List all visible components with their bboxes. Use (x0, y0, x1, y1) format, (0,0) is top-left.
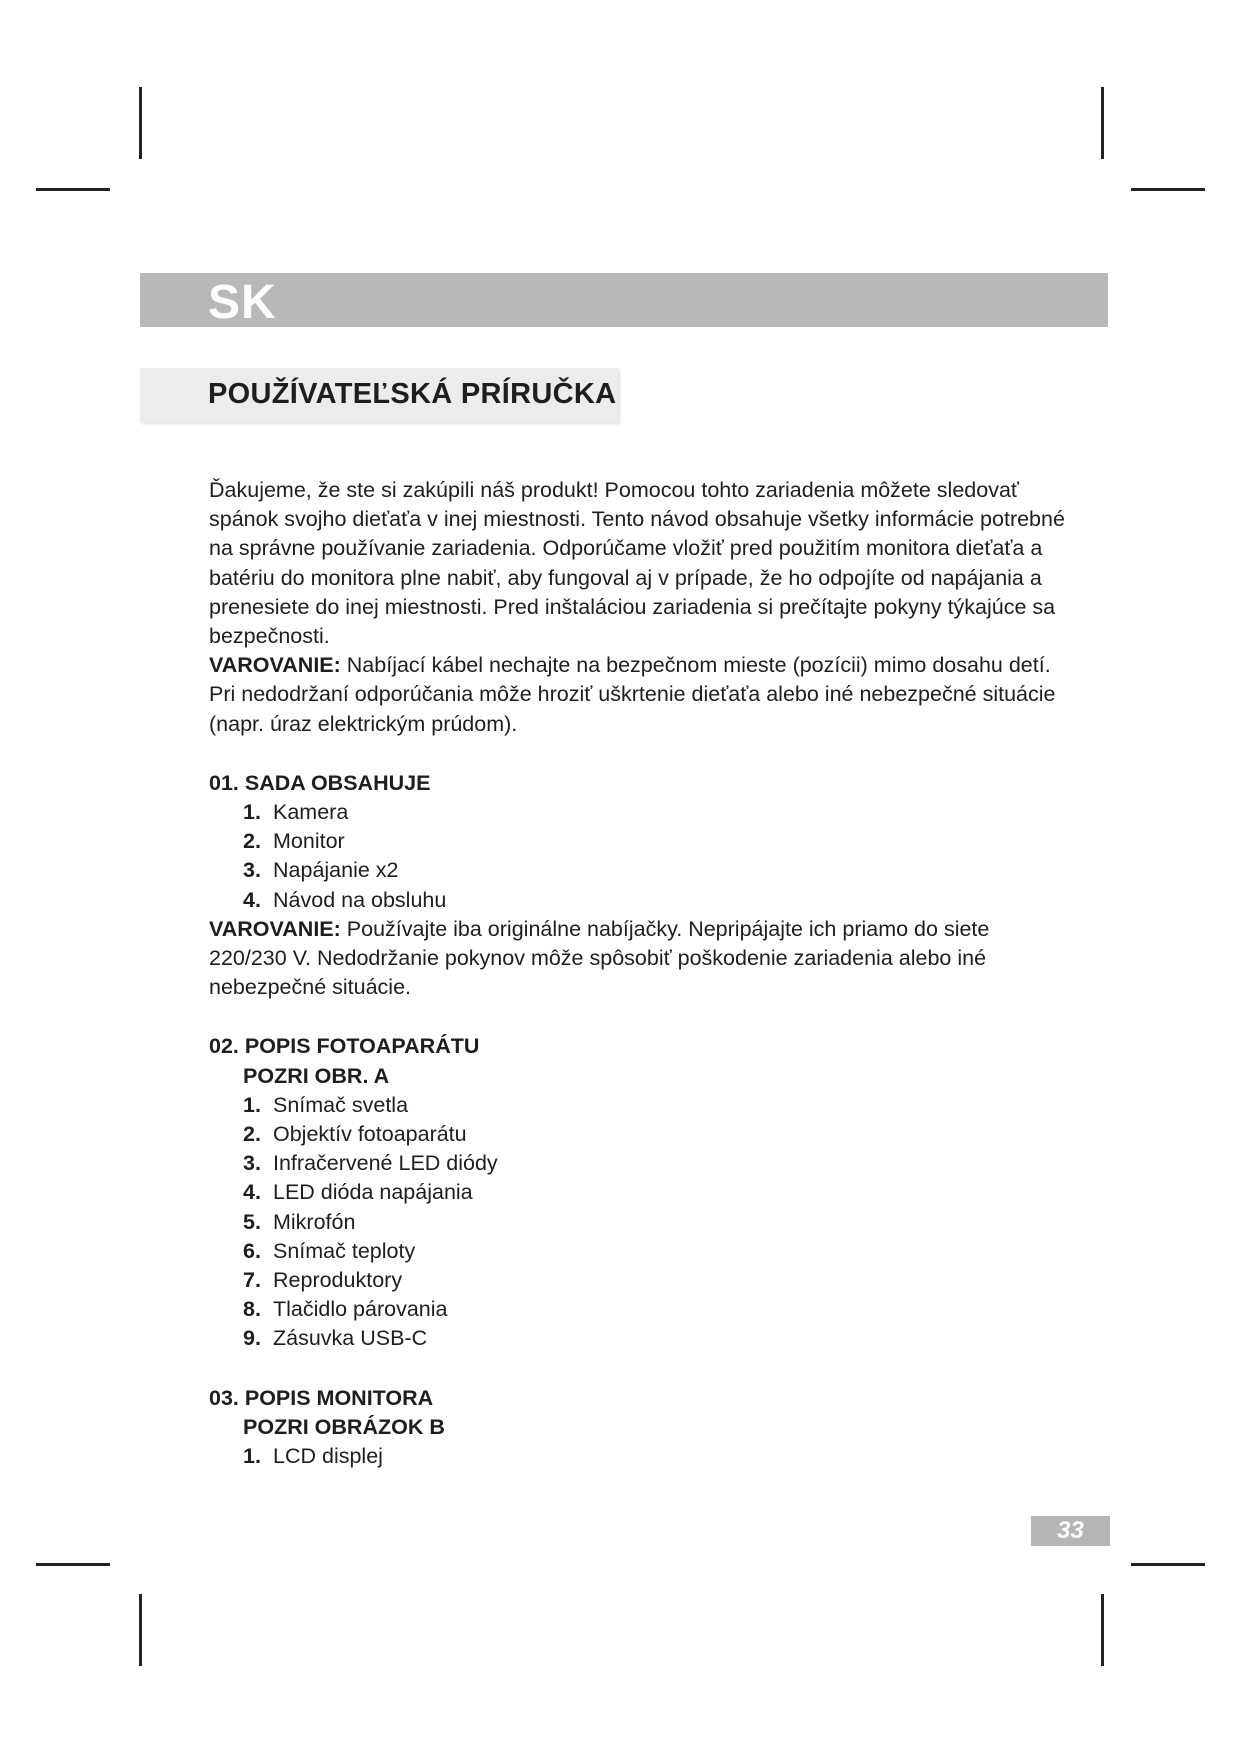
item-text: Mikrofón (273, 1209, 356, 1234)
item-text: Snímač teploty (273, 1238, 416, 1263)
monitor-parts-list (209, 1442, 1069, 1471)
list-item (209, 1237, 1069, 1266)
section-heading: 01. SADA OBSAHUJE (209, 770, 431, 795)
page-title-box (140, 368, 618, 422)
item-number: 1. (243, 1092, 261, 1117)
item-text: Tlačidlo párovania (273, 1297, 448, 1322)
section-heading: 02. POPIS FOTOAPARÁTU (209, 1034, 480, 1059)
figure-reference: POZRI OBR. A (243, 1063, 390, 1088)
warning-label: VAROVANIE: (209, 653, 341, 678)
warning-text: Nabíjací kábel nechajte na bezpečnom mieste (pozícii) mimo dosahu detí. Pri nedodržaní odporúčania môže hroziť uškrtenie dieťaťa alebo iné nebezpečné situácie (napr. úraz elektrickým prúdom). (209, 653, 1056, 736)
page-title: POUŽÍVATEĽSKÁ PRÍRUČKA (208, 378, 617, 410)
kit-contents-list (209, 798, 1069, 915)
section-heading: 03. POPIS MONITORA (209, 1385, 434, 1410)
language-header-band (140, 273, 1108, 327)
item-number: 3. (243, 1151, 261, 1176)
intro-warning (209, 651, 1069, 739)
item-text: Infračervené LED diódy (273, 1151, 498, 1176)
list-item (209, 798, 1069, 827)
crop-mark-top-left-horizontal (36, 188, 110, 191)
item-number: 3. (243, 858, 261, 883)
item-number: 5. (243, 1209, 261, 1234)
crop-mark-top-right-vertical (1101, 87, 1104, 159)
item-number: 9. (243, 1326, 261, 1351)
language-code: SK (208, 276, 277, 329)
item-number: 2. (243, 829, 261, 854)
item-text: Objektív fotoaparátu (273, 1122, 467, 1147)
item-text: Reproduktory (273, 1268, 403, 1293)
crop-mark-bottom-right-horizontal (1131, 1563, 1205, 1566)
item-text: LCD displej (273, 1444, 383, 1469)
crop-mark-bottom-left-horizontal (36, 1563, 110, 1566)
item-text: Napájanie x2 (273, 858, 399, 883)
crop-mark-top-left-vertical (139, 87, 142, 159)
section-monitor-description (209, 1384, 1069, 1472)
list-item (209, 1208, 1069, 1237)
page-number: 33 (1031, 1516, 1110, 1546)
item-number: 1. (243, 800, 261, 825)
main-content (209, 476, 1069, 1471)
camera-parts-list (209, 1091, 1069, 1354)
list-item (209, 1178, 1069, 1207)
list-item (209, 1120, 1069, 1149)
list-item (209, 1442, 1069, 1471)
warning-label: VAROVANIE: (209, 916, 341, 941)
item-number: 2. (243, 1122, 261, 1147)
item-number: 4. (243, 1180, 261, 1205)
list-item (209, 886, 1069, 915)
list-item (209, 1295, 1069, 1324)
item-number: 1. (243, 1444, 261, 1469)
item-text: Monitor (273, 829, 345, 854)
list-item (209, 1324, 1069, 1353)
item-text: Zásuvka USB-C (273, 1326, 428, 1351)
list-item (209, 1091, 1069, 1120)
list-item (209, 1266, 1069, 1295)
list-item (209, 827, 1069, 856)
section-kit-contents (209, 769, 1069, 1003)
list-item (209, 1149, 1069, 1178)
crop-mark-top-right-horizontal (1131, 188, 1205, 191)
item-text: Snímač svetla (273, 1092, 409, 1117)
item-text: Kamera (273, 800, 349, 825)
intro-paragraph: Ďakujeme, že ste si zakúpili náš produkt! Pomocou tohto zariadenia môžete sledovať spánok svojho dieťaťa v inej miestnosti. Tento návod obsahuje všetky informácie potrebné na správne používanie zariadenia. Odporúčame vložiť pred použitím monitora dieťaťa a batériu do monitora plne nabiť, aby fungoval aj v prípade, že ho odpojíte od napájania a prenesiete do inej miestnosti. Pred inštaláciou zariadenia si prečítajte pokyny týkajúce sa bezpečnosti. (209, 478, 1065, 649)
figure-reference: POZRI OBRÁZOK B (243, 1414, 445, 1439)
item-number: 7. (243, 1268, 261, 1293)
item-number: 8. (243, 1297, 261, 1322)
crop-mark-bottom-right-vertical (1101, 1594, 1104, 1666)
section-camera-description (209, 1032, 1069, 1353)
section-warning (209, 915, 1069, 1003)
warning-text: Používajte iba originálne nabíjačky. Nepripájajte ich priamo do siete 220/230 V. Nedodržanie pokynov môže spôsobiť poškodenie zariadenia alebo iné nebezpečné situácie. (209, 916, 990, 1000)
item-number: 4. (243, 887, 261, 912)
crop-mark-bottom-left-vertical (139, 1594, 142, 1666)
list-item (209, 856, 1069, 885)
item-number: 6. (243, 1238, 261, 1263)
item-text: LED dióda napájania (273, 1180, 473, 1205)
item-text: Návod na obsluhu (273, 887, 447, 912)
